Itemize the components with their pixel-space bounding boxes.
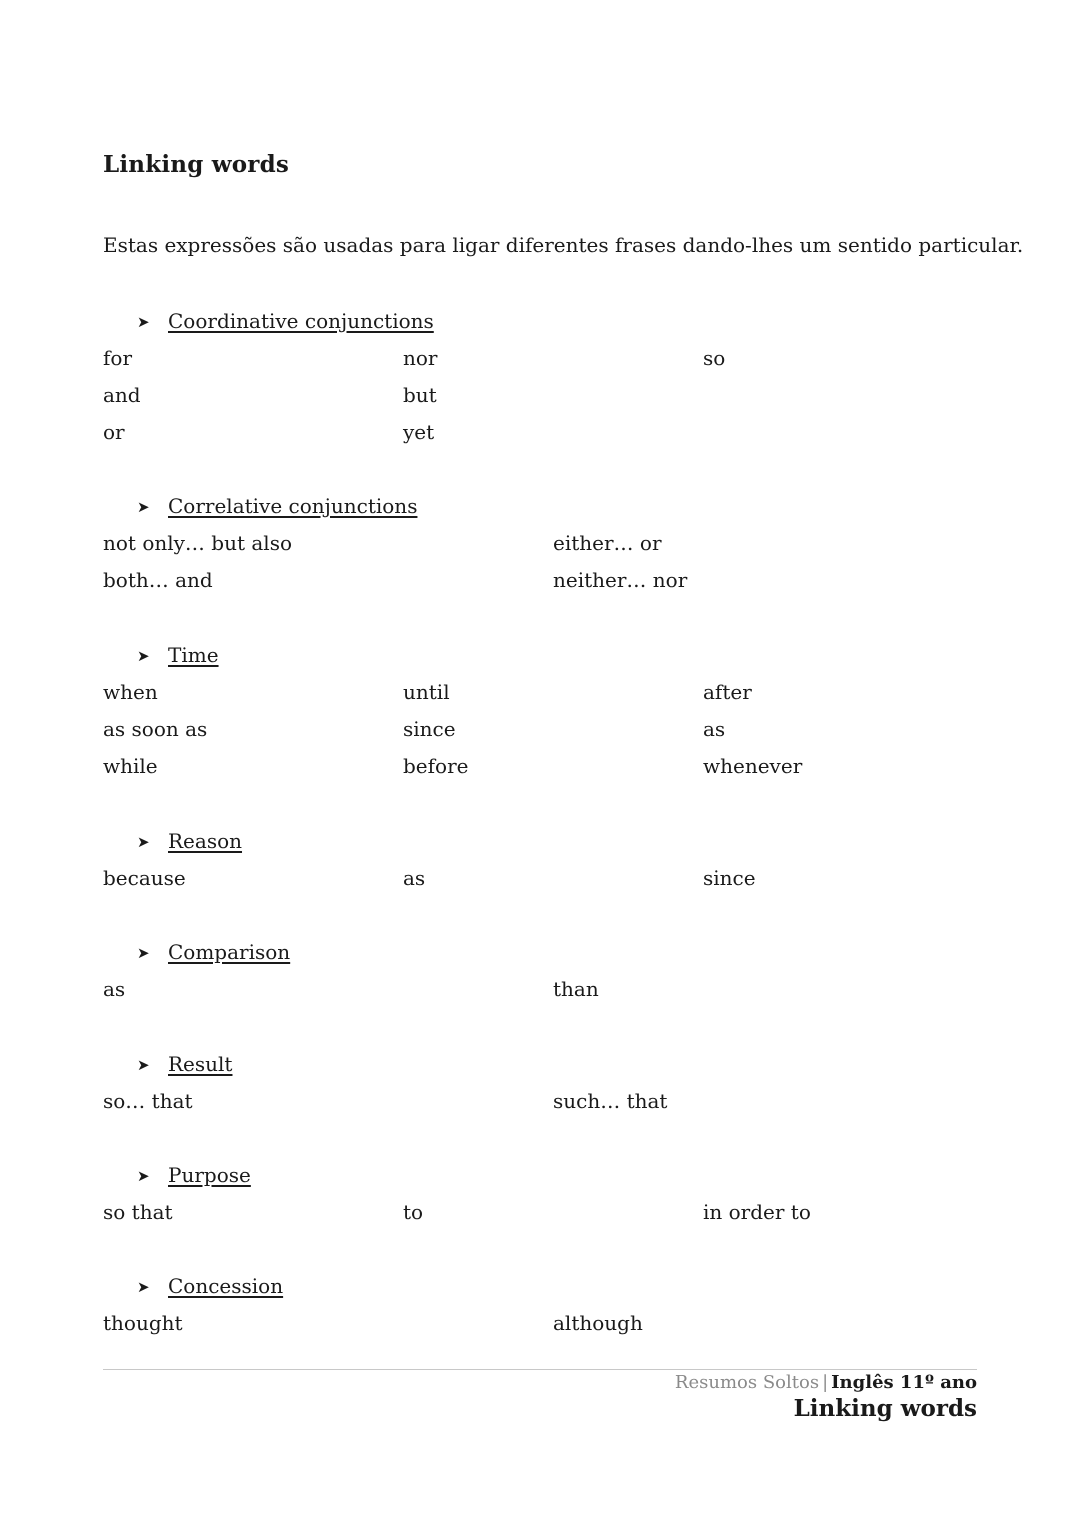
section-heading [103,637,983,674]
section-time [103,637,983,785]
word: neither… nor [553,568,688,592]
word: since [703,866,756,890]
word-row [103,674,983,711]
word: as soon as [103,717,208,741]
word: thought [103,1311,183,1335]
word: both… and [103,568,213,592]
footer-title: Linking words [793,1395,977,1422]
word: as [703,717,726,741]
word: so [703,346,726,370]
word-row [103,340,983,377]
word-row [103,971,983,1008]
word-row [103,1083,983,1120]
word: since [403,717,456,741]
word: before [403,754,469,778]
section-comparison [103,934,983,1008]
word: so that [103,1200,173,1224]
footer-source: Resumos Soltos [674,1372,820,1393]
word: while [103,754,158,778]
word-row [103,711,983,748]
word: nor [403,346,438,370]
word: so… that [103,1089,193,1113]
word-row [103,562,983,599]
word: or [103,420,125,444]
word: although [553,1311,643,1335]
section-concession [103,1268,983,1342]
arrow-right-icon: ➤ [137,498,150,516]
section-heading [103,823,983,860]
page-title: Linking words [103,151,290,178]
section-heading-text: Correlative conjunctions [168,494,418,518]
word-row [103,525,983,562]
section-heading-text: Time [168,643,219,667]
footer-separator: | [822,1372,829,1393]
word: yet [403,420,435,444]
arrow-right-icon: ➤ [137,647,150,665]
section-heading-text: Reason [168,829,243,853]
word: in order to [703,1200,811,1224]
footer-subject: Inglês 11º ano [831,1372,977,1393]
section-heading [103,1157,983,1194]
word-row [103,414,983,451]
word-row [103,1305,983,1342]
section-heading [103,488,983,525]
word: because [103,866,186,890]
section-reason [103,823,983,897]
word: for [103,346,133,370]
arrow-right-icon: ➤ [137,313,150,331]
word-row [103,860,983,897]
footer-divider [103,1369,977,1370]
section-result [103,1046,983,1120]
section-heading-text: Concession [168,1274,284,1298]
word: whenever [703,754,803,778]
word: until [403,680,450,704]
section-heading [103,1268,983,1305]
intro-text: Estas expressões são usadas para ligar diferentes frases dando-lhes um sentido particular. [103,233,1024,257]
arrow-right-icon: ➤ [137,1167,150,1185]
word-row [103,377,983,414]
footer-source-line [675,1372,977,1393]
section-heading [103,303,983,340]
section-coordinative-conjunctions [103,303,983,451]
arrow-right-icon: ➤ [137,944,150,962]
section-heading-text: Coordinative conjunctions [168,309,434,333]
word: but [403,383,437,407]
section-heading [103,934,983,971]
section-purpose [103,1157,983,1231]
arrow-right-icon: ➤ [137,1056,150,1074]
word: to [403,1200,424,1224]
word: such… that [553,1089,668,1113]
word: either… or [553,531,662,555]
word: when [103,680,158,704]
section-heading-text: Result [168,1052,233,1076]
word: not only… but also [103,531,292,555]
word: than [553,977,599,1001]
section-heading-text: Purpose [168,1163,251,1187]
word: as [403,866,426,890]
word: after [703,680,752,704]
section-correlative-conjunctions [103,488,983,599]
word: and [103,383,141,407]
section-heading [103,1046,983,1083]
section-heading-text: Comparison [168,940,291,964]
word-row [103,1194,983,1231]
word: as [103,977,126,1001]
arrow-right-icon: ➤ [137,1278,150,1296]
arrow-right-icon: ➤ [137,833,150,851]
word-row [103,748,983,785]
